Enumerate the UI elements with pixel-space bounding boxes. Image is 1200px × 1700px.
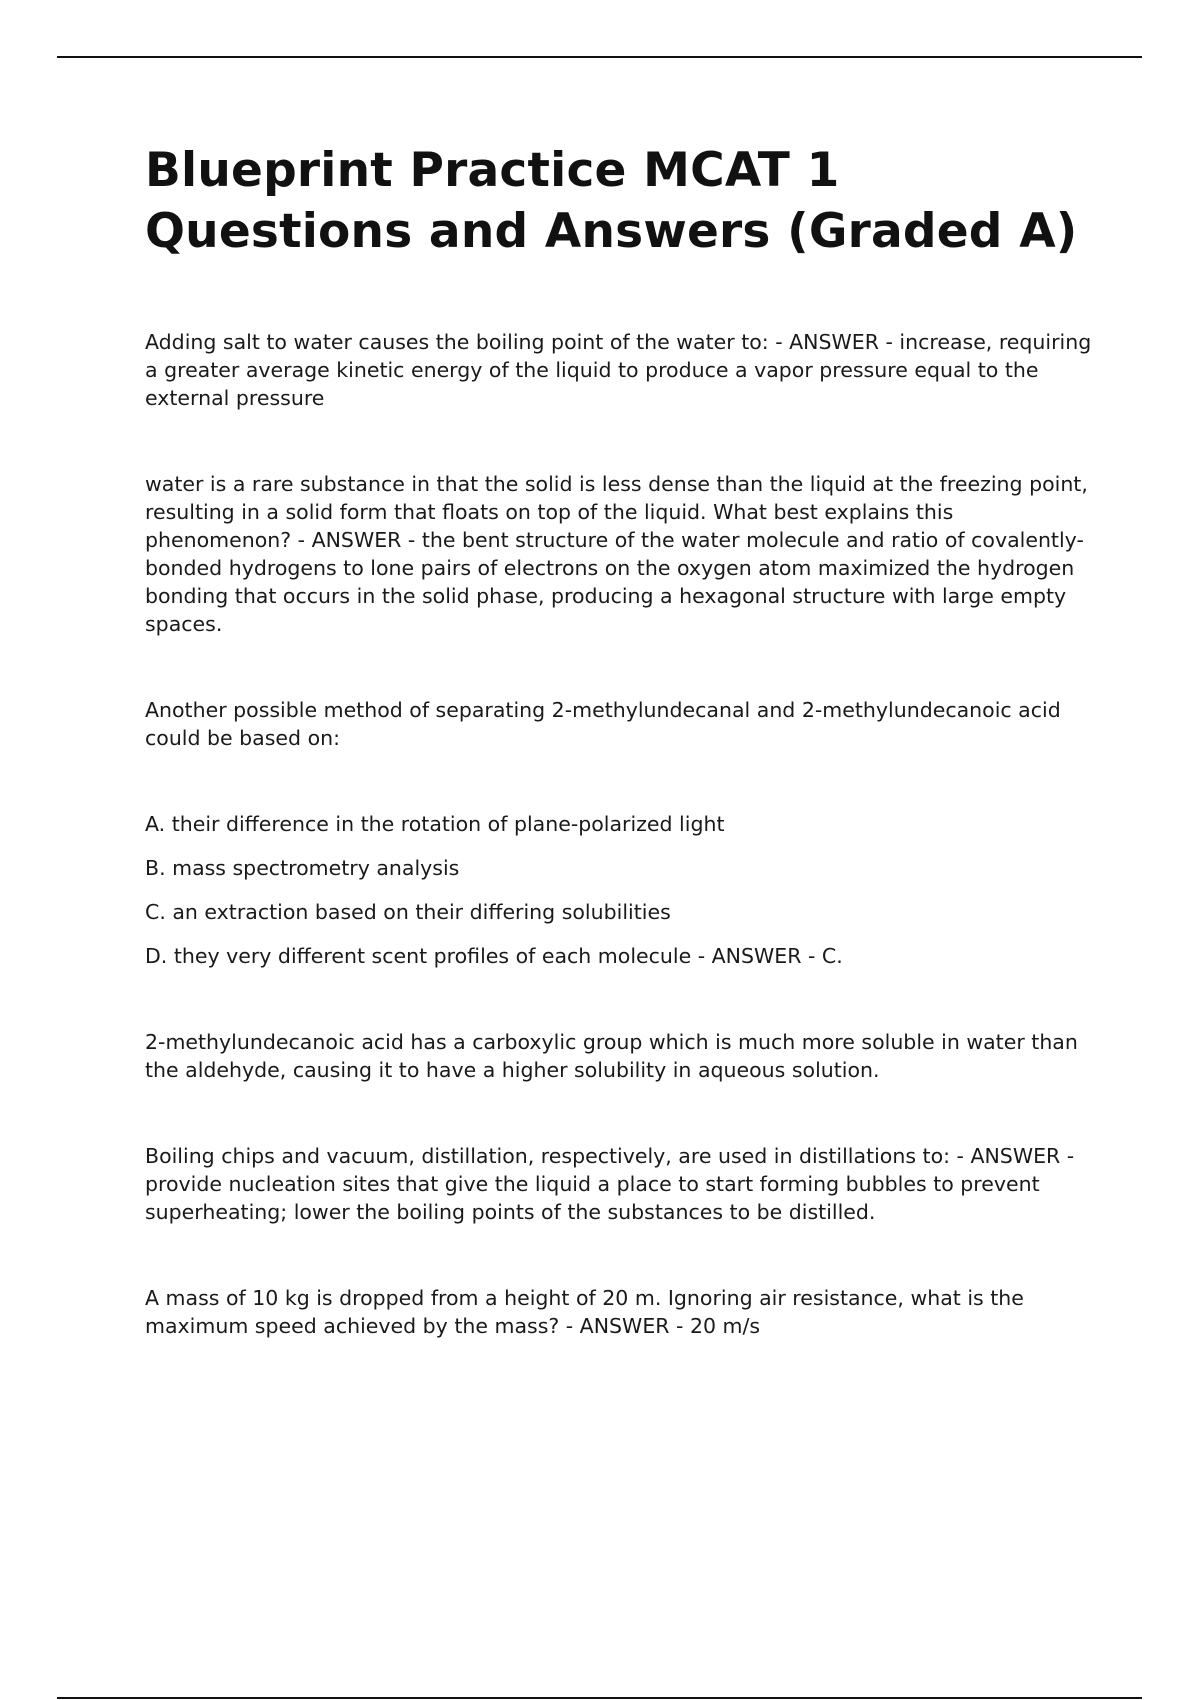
option-c: C. an extraction based on their differing solubilities: [145, 900, 671, 924]
question-3-options: [145, 810, 1095, 970]
option-d: D. they very different scent profiles of each molecule - ANSWER - C.: [145, 944, 843, 968]
question-2: water is a rare substance in that the solid is less dense than the liquid at the freezing point, resulting in a solid form that floats on top of the liquid. What best explains this phenomenon? - ANSWER - the bent structure of the water molecule and ratio of covalently-bonded hydrogens to lone pairs of electrons on the oxygen atom maximized the hydrogen bonding that occurs in the solid phase, producing a hexagonal structure with large empty spaces.: [145, 472, 1088, 636]
question-1: Adding salt to water causes the boiling point of the water to: - ANSWER - increase, requiring a greater average kinetic energy of the liquid to produce a vapor pressure equal to the external pressure: [145, 330, 1092, 410]
document-body: [145, 140, 1095, 1340]
question-4: Boiling chips and vacuum, distillation, respectively, are used in distillations to: - ANSWER - provide nucleation sites that give the liquid a place to start forming bubbles to prevent superheating; lower the boiling points of the substances to be distilled.: [145, 1144, 1075, 1224]
option-b: B. mass spectrometry analysis: [145, 856, 460, 880]
bottom-rule: [57, 1697, 1142, 1699]
question-3-stem: Another possible method of separating 2-methylundecanal and 2-methylundecanoic acid could be based on:: [145, 698, 1061, 750]
top-rule: [57, 56, 1142, 58]
question-3-explanation: 2-methylundecanoic acid has a carboxylic group which is much more soluble in water than the aldehyde, causing it to have a higher solubility in aqueous solution.: [145, 1030, 1078, 1082]
option-a: A. their difference in the rotation of plane-polarized light: [145, 812, 725, 836]
document-title: Blueprint Practice MCAT 1 Questions and Answers (Graded A): [145, 143, 1078, 259]
question-5: A mass of 10 kg is dropped from a height of 20 m. Ignoring air resistance, what is the maximum speed achieved by the mass? - ANSWER - 20 m/s: [145, 1286, 1024, 1338]
